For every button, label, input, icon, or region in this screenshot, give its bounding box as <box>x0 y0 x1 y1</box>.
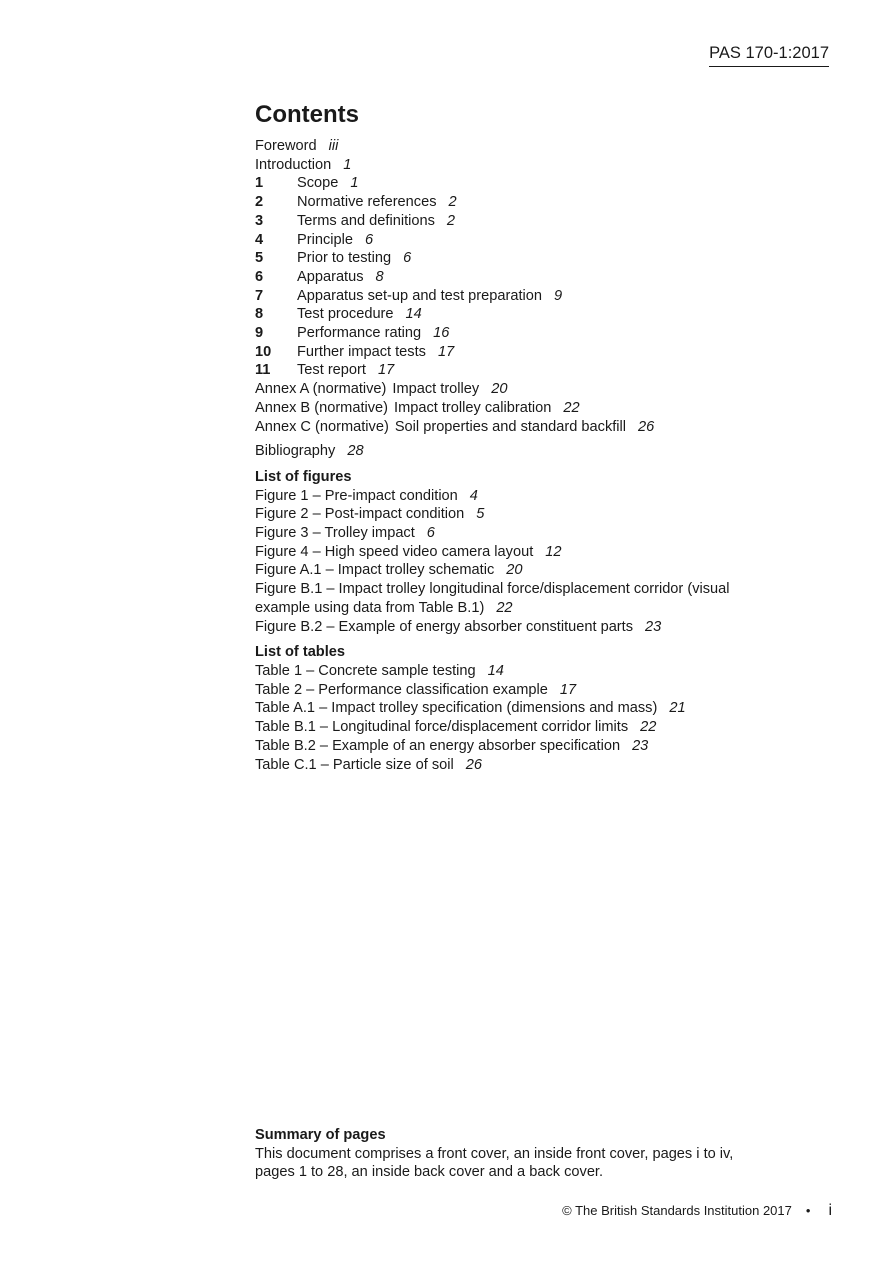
toc-entry-clause[interactable] <box>255 268 845 287</box>
toc-label: Foreword <box>255 138 317 154</box>
summary-text-line: pages 1 to 28, an inside back cover and a back cover. <box>255 1164 604 1181</box>
toc-label: Introduction <box>255 156 332 173</box>
toc-entry-clause[interactable] <box>255 212 845 231</box>
figure-entry[interactable] <box>255 561 845 580</box>
figure-entry[interactable] <box>255 580 845 617</box>
clause-number: 9 <box>255 325 264 342</box>
toc-label: Table B.2 – Example of an energy absorber specification <box>255 737 621 754</box>
toc-label: Impact trolley calibration <box>394 399 552 416</box>
list-of-figures-heading: List of figures <box>255 468 352 485</box>
clause-number: 6 <box>255 268 264 285</box>
toc-page: 17 <box>437 343 455 360</box>
toc-page: 12 <box>545 543 562 560</box>
table-entry[interactable] <box>255 737 845 756</box>
toc-page: 6 <box>403 250 412 267</box>
bullet-separator: • <box>805 1203 811 1218</box>
toc-label: Prior to testing <box>297 250 392 267</box>
toc-page: 26 <box>465 756 482 773</box>
clause-number: 7 <box>255 287 264 304</box>
toc-label: Figure B.2 – Example of energy absorber constituent parts <box>255 618 634 635</box>
toc-label: Apparatus set-up and test preparation <box>297 287 543 304</box>
toc-page: 20 <box>491 381 508 398</box>
toc-label: Bibliography <box>255 443 336 460</box>
toc-entry-clause[interactable] <box>255 305 845 324</box>
figure-entry[interactable] <box>255 618 845 637</box>
clause-number: 4 <box>255 231 264 248</box>
toc-label: Table C.1 – Particle size of soil <box>255 756 454 773</box>
toc-entry-clause[interactable] <box>255 231 845 250</box>
toc-page: 22 <box>640 719 657 736</box>
clause-number: 10 <box>255 343 272 360</box>
clause-number: 1 <box>255 175 264 192</box>
clause-number: 8 <box>255 306 264 323</box>
toc-entry-clause[interactable] <box>255 287 845 306</box>
toc-entry-clause[interactable] <box>255 324 845 343</box>
toc-page: 22 <box>563 399 580 416</box>
toc-page: 1 <box>343 156 352 173</box>
toc-entry-clause[interactable] <box>255 193 845 212</box>
toc-entry-annex[interactable] <box>255 418 845 437</box>
table-entry[interactable] <box>255 699 845 718</box>
clause-number: 5 <box>255 250 264 267</box>
toc-page: 16 <box>433 325 450 342</box>
toc-page: 9 <box>554 287 563 304</box>
toc-label-continued: example using data from Table B.1) <box>255 599 485 616</box>
toc-label: Further impact tests <box>297 343 426 360</box>
toc-page: iii <box>328 138 339 154</box>
list-of-tables-heading: List of tables <box>255 644 346 661</box>
clause-number: 3 <box>255 212 264 229</box>
table-entry[interactable] <box>255 681 845 700</box>
table-of-contents <box>255 137 845 774</box>
clause-number: 2 <box>255 194 264 211</box>
toc-page: 20 <box>506 562 523 579</box>
toc-entry-foreword[interactable] <box>255 137 845 156</box>
copyright-notice: © The British Standards Institution 2017 <box>562 1203 792 1218</box>
page-title: Contents <box>255 101 359 128</box>
annex-label: Annex B (normative) <box>255 399 389 416</box>
toc-page: 22 <box>496 599 513 616</box>
toc-label: Soil properties and standard backfill <box>394 418 627 435</box>
toc-page: 2 <box>448 194 457 211</box>
toc-page: 6 <box>426 525 435 542</box>
toc-entry-clause[interactable] <box>255 361 845 380</box>
toc-label: Principle <box>297 231 353 248</box>
toc-page: 23 <box>645 618 662 635</box>
annex-label: Annex A (normative) <box>255 381 387 398</box>
toc-entry-annex[interactable] <box>255 399 845 418</box>
summary-heading: Summary of pages <box>255 1127 386 1143</box>
toc-page: 5 <box>476 506 485 523</box>
toc-label: Figure A.1 – Impact trolley schematic <box>255 562 495 579</box>
toc-label: Impact trolley <box>392 381 480 398</box>
toc-page: 1 <box>350 175 359 192</box>
toc-page: 4 <box>469 487 478 504</box>
toc-page: 6 <box>364 231 374 248</box>
toc-page: 14 <box>487 662 504 679</box>
toc-entry-clause[interactable] <box>255 343 845 362</box>
toc-page: 14 <box>405 306 422 323</box>
toc-page: 26 <box>638 418 655 435</box>
toc-label: Scope <box>297 175 339 192</box>
toc-label: Terms and definitions <box>297 212 435 229</box>
figure-entry[interactable] <box>255 487 845 506</box>
toc-label: Table 2 – Performance classification example <box>255 681 548 698</box>
toc-label: Table A.1 – Impact trolley specification (dimensions and mass) <box>255 700 658 717</box>
toc-page: 23 <box>632 737 649 754</box>
table-entry[interactable] <box>255 718 845 737</box>
toc-page: 28 <box>347 443 364 460</box>
toc-label: Figure 4 – High speed video camera layout <box>255 543 534 560</box>
toc-label: Test procedure <box>297 306 394 323</box>
toc-entry-clause[interactable] <box>255 249 845 268</box>
figure-entry[interactable] <box>255 524 845 543</box>
toc-label: Normative references <box>297 194 437 211</box>
clause-number: 11 <box>255 362 271 379</box>
summary-text-line: This document comprises a front cover, an inside front cover, pages i to iv, <box>255 1145 734 1162</box>
figure-entry[interactable] <box>255 543 845 562</box>
page-footer <box>562 1202 832 1220</box>
toc-label: Table B.1 – Longitudinal force/displacement corridor limits <box>255 719 629 736</box>
toc-label: Apparatus <box>297 268 364 285</box>
toc-entry-introduction[interactable] <box>255 156 845 175</box>
toc-label: Table 1 – Concrete sample testing <box>255 662 476 679</box>
toc-page: 8 <box>375 268 384 285</box>
toc-entry-annex[interactable] <box>255 380 845 399</box>
toc-label: Figure B.1 – Impact trolley longitudinal force/displacement corridor (visual <box>255 581 730 598</box>
annex-label: Annex C (normative) <box>255 418 389 435</box>
page-number: i <box>828 1202 832 1219</box>
table-entry[interactable] <box>255 662 845 681</box>
toc-entry-clause[interactable] <box>255 174 845 193</box>
table-entry[interactable] <box>255 756 845 775</box>
toc-page: 21 <box>669 700 686 717</box>
toc-page: 2 <box>446 212 456 229</box>
toc-entry-bibliography[interactable] <box>255 442 845 461</box>
toc-page: 17 <box>559 681 577 698</box>
standard-id: PAS 170-1:2017 <box>709 44 829 67</box>
toc-label: Figure 3 – Trolley impact <box>255 525 415 542</box>
toc-label: Figure 2 – Post-impact condition <box>255 506 465 523</box>
figure-entry[interactable] <box>255 505 845 524</box>
toc-label: Performance rating <box>297 325 422 342</box>
summary-of-pages <box>255 1126 845 1182</box>
toc-label: Figure 1 – Pre-impact condition <box>255 487 458 504</box>
toc-page: 17 <box>377 362 395 379</box>
toc-label: Test report <box>297 362 366 379</box>
